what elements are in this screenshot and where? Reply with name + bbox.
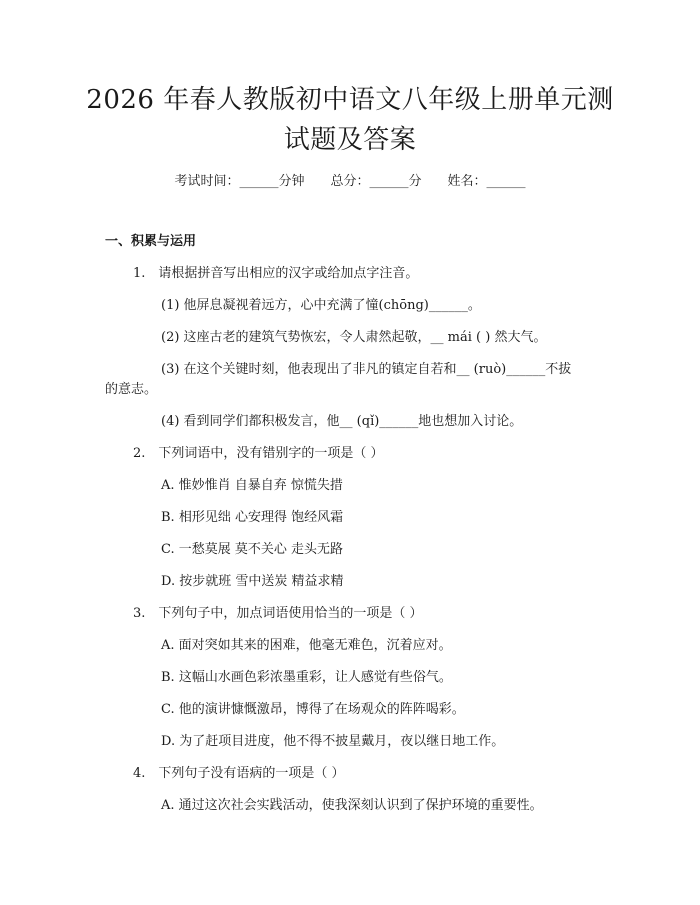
question-4-stem: 4. 下列句子没有语病的一项是（ ） [133,766,345,781]
question-3-option-d: D. 为了赶项目进度，他不得不披星戴月，夜以继日地工作。 [161,734,505,749]
question-2-option-a: A. 惟妙惟肖 自暴自弃 惊慌失措 [161,478,343,493]
question-2-option-d: D. 按步就班 雪中送炭 精益求精 [161,574,344,589]
question-1-item-3-continued: 的意志。 [105,382,158,397]
section-heading: 一、积累与运用 [105,234,197,249]
question-3-option-c: C. 他的演讲慷慨激昂，博得了在场观众的阵阵喝彩。 [161,702,465,717]
exam-title [60,80,640,160]
question-4-option-a: A. 通过这次社会实践活动，使我深刻认识到了保护环境的重要性。 [161,798,543,813]
question-3-option-b: B. 这幅山水画色彩浓墨重彩，让人感觉有些俗气。 [161,670,452,685]
question-1-item-2: (2) 这座古老的建筑气势恢宏，令人肃然起敬，__ mái ( ) 然大气。 [161,330,547,345]
question-3-option-a: A. 面对突如其来的困难，他毫无难色，沉着应对。 [161,638,452,653]
question-1-item-3: (3) 在这个关键时刻，他表现出了非凡的镇定自若和__ (ruò)______不拔 [161,362,572,377]
question-1-stem: 1. 请根据拼音写出相应的汉字或给加点字注音。 [133,266,419,281]
exam-info-line: 考试时间：______分钟 总分：______分 姓名：______ [174,174,526,189]
question-1-item-4: (4) 看到同学们都积极发言，他__ (qǐ)______地也想加入讨论。 [161,414,523,429]
exam-title-line1: 2026 年春人教版初中语文八年级上册单元测 [86,85,614,115]
question-3-stem: 3. 下列句子中，加点词语使用恰当的一项是（ ） [133,606,423,621]
question-2-option-c: C. 一愁莫展 莫不关心 走头无路 [161,542,344,557]
question-1-item-1: (1) 他屏息凝视着远方，心中充满了憧(chōng)______。 [161,298,481,313]
question-2-stem: 2. 下列词语中，没有错别字的一项是（ ） [133,446,384,461]
question-2-option-b: B. 相形见绌 心安理得 饱经风霜 [161,510,344,525]
exam-title-line2: 试题及答案 [283,125,417,155]
